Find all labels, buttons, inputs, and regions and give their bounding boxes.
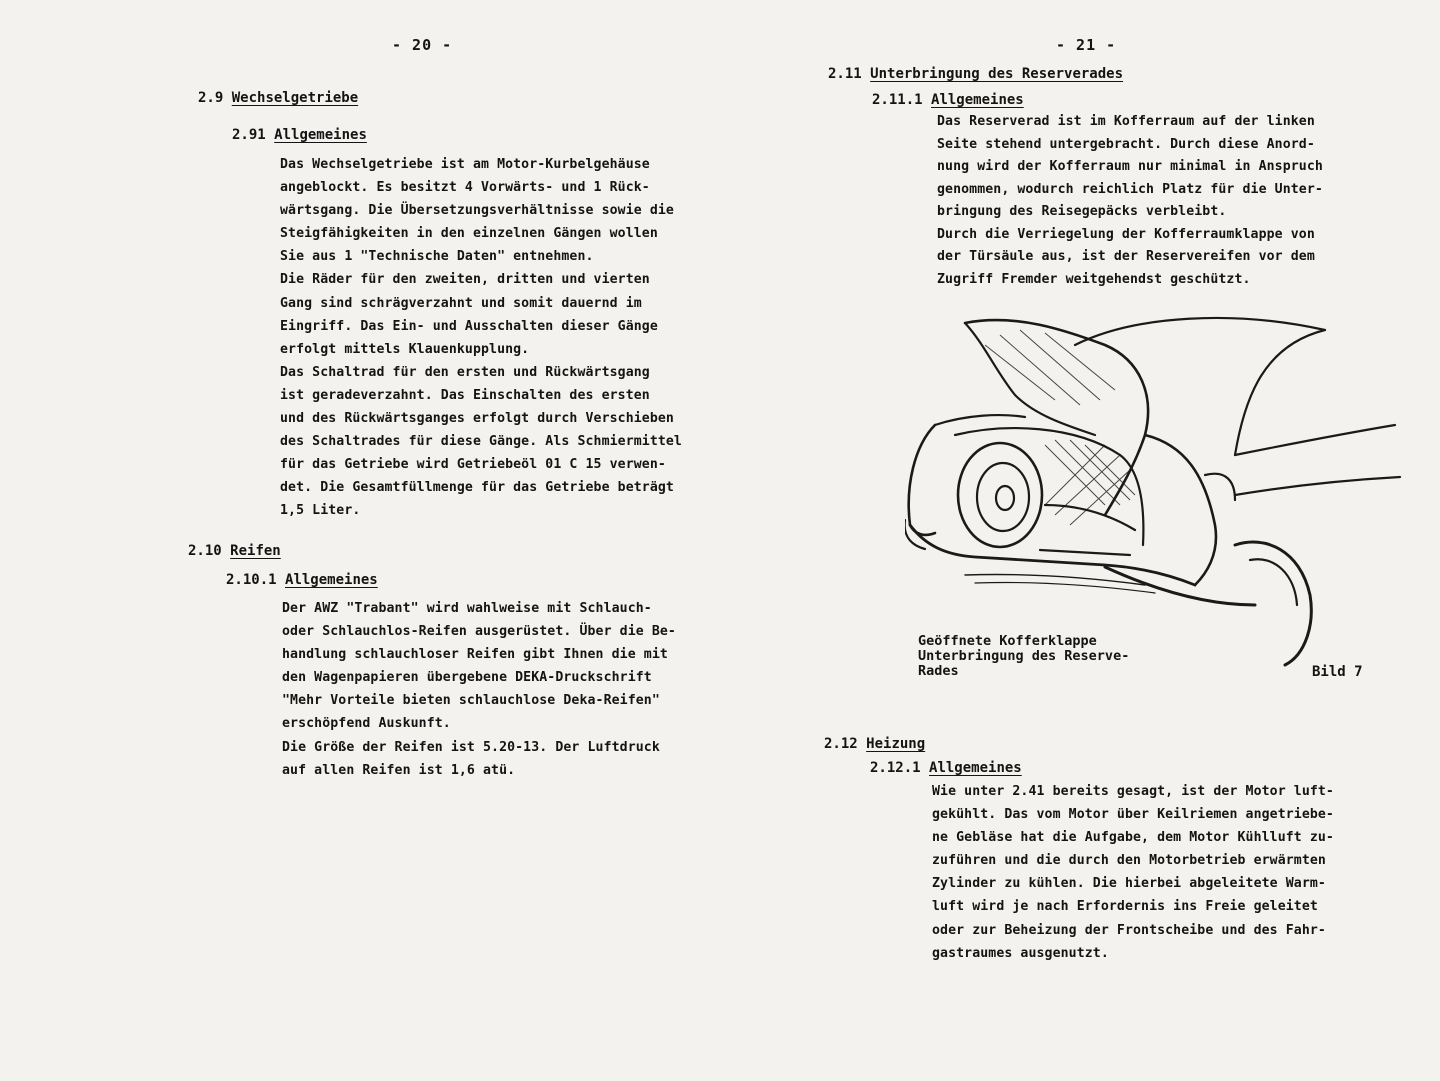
section-number: 2.9 <box>198 90 224 106</box>
section-heading-2-12-1 <box>870 760 1022 776</box>
section-number: 2.12.1 <box>870 760 921 776</box>
section-heading-2-11-1 <box>872 92 1024 108</box>
section-title: Allgemeines <box>285 572 378 588</box>
section-heading-2-91 <box>232 127 367 143</box>
section-number: 2.11.1 <box>872 92 923 108</box>
paragraph-wechselgetriebe: Das Wechselgetriebe ist am Motor-Kurbelgehäuse angeblockt. Es besitzt 4 Vorwärts- und 1 Rück- wärtsgang. Die Übersetzungsverhältnisse sowie die Steigfähigkeiten in den einzelnen Gängen wollen Sie aus 1 "Technische Daten" entnehmen. Die Räder für den zweiten, dritten und vierten Gang sind schrägverzahnt und somit dauernd im Eingriff. Das Ein- und Ausschalten dieser Gänge erfolgt mittels Klauenkupplung. Das Schaltrad für den ersten und Rückwärtsgang ist geradeverzahnt. Das Einschalten des ersten und des Rückwärtsganges erfolgt durch Verschieben des Schaltrades für diese Gänge. Als Schmiermittel für das Getriebe wird Getriebeöl 01 C 15 verwen- det. Die Gesamtfüllmenge für das Getriebe beträgt 1,5 Liter. <box>280 157 682 519</box>
paragraph-heizung: Wie unter 2.41 bereits gesagt, ist der Motor luft- gekühlt. Das vom Motor über Keilriemen angetriebe- ne Gebläse hat die Aufgabe, dem Motor Kühlluft zu- zuführen und die durch den Motorbetrieb erwärmten Zylinder zu kühlen. Die hierbei abgeleitete Warm- luft wird je nach Erfordernis ins Freie geleitet oder zur Beheizung der Frontscheibe und des Fahr- gastraumes ausgenutzt. <box>932 784 1334 961</box>
section-heading-2-11 <box>828 66 1123 82</box>
page-number: - 20 - <box>392 36 453 54</box>
page-number: - 21 - <box>1056 36 1117 54</box>
section-title: Reifen <box>230 543 281 559</box>
paragraph-reserverad: Das Reserverad ist im Kofferraum auf der linken Seite stehend untergebracht. Durch diese Anord- nung wird der Kofferraum nur minimal in Anspruch genommen, wodurch reichlich Platz für die Unter- bringung des Reisegepäcks verbleibt. Durch die Verriegelung der Kofferraumklappe von der Türsäule aus, ist der Reservereifen vor dem Zugriff Fremder weitgehendst geschützt. <box>937 114 1323 287</box>
section-heading-2-12 <box>824 736 925 752</box>
section-title: Allgemeines <box>931 92 1024 108</box>
section-number: 2.10.1 <box>226 572 277 588</box>
figure-label: Bild 7 <box>1312 664 1363 680</box>
section-title: Allgemeines <box>274 127 367 143</box>
figure-caption: Geöffnete Kofferklappe Unterbringung des Reserve- Rades <box>918 633 1130 679</box>
section-heading-2-10 <box>188 543 281 559</box>
section-title: Heizung <box>866 736 926 752</box>
section-heading-2-9 <box>198 90 358 106</box>
right-page <box>720 0 1440 1081</box>
section-title: Wechselgetriebe <box>231 90 359 106</box>
section-number: 2.10 <box>188 543 222 559</box>
section-title: Unterbringung des Reserverades <box>870 66 1124 82</box>
car-trunk-illustration <box>905 305 1405 675</box>
paragraph-reifen: Der AWZ "Trabant" wird wahlweise mit Schlauch- oder Schlauchlos-Reifen ausgerüstet. Über die Be- handlung schlauchloser Reifen gibt Ihnen die mit den Wagenpapieren übergebene DEKA-Druckschrift "Mehr Vorteile bieten schlauchlose Deka-Reifen" erschöpfend Auskunft. Die Größe der Reifen ist 5.20-13. Der Luftdruck auf allen Reifen ist 1,6 atü. <box>282 601 676 778</box>
section-number: 2.11 <box>828 66 862 82</box>
section-heading-2-10-1 <box>226 572 378 588</box>
section-title: Allgemeines <box>929 760 1022 776</box>
section-number: 2.91 <box>232 127 266 143</box>
section-number: 2.12 <box>824 736 858 752</box>
